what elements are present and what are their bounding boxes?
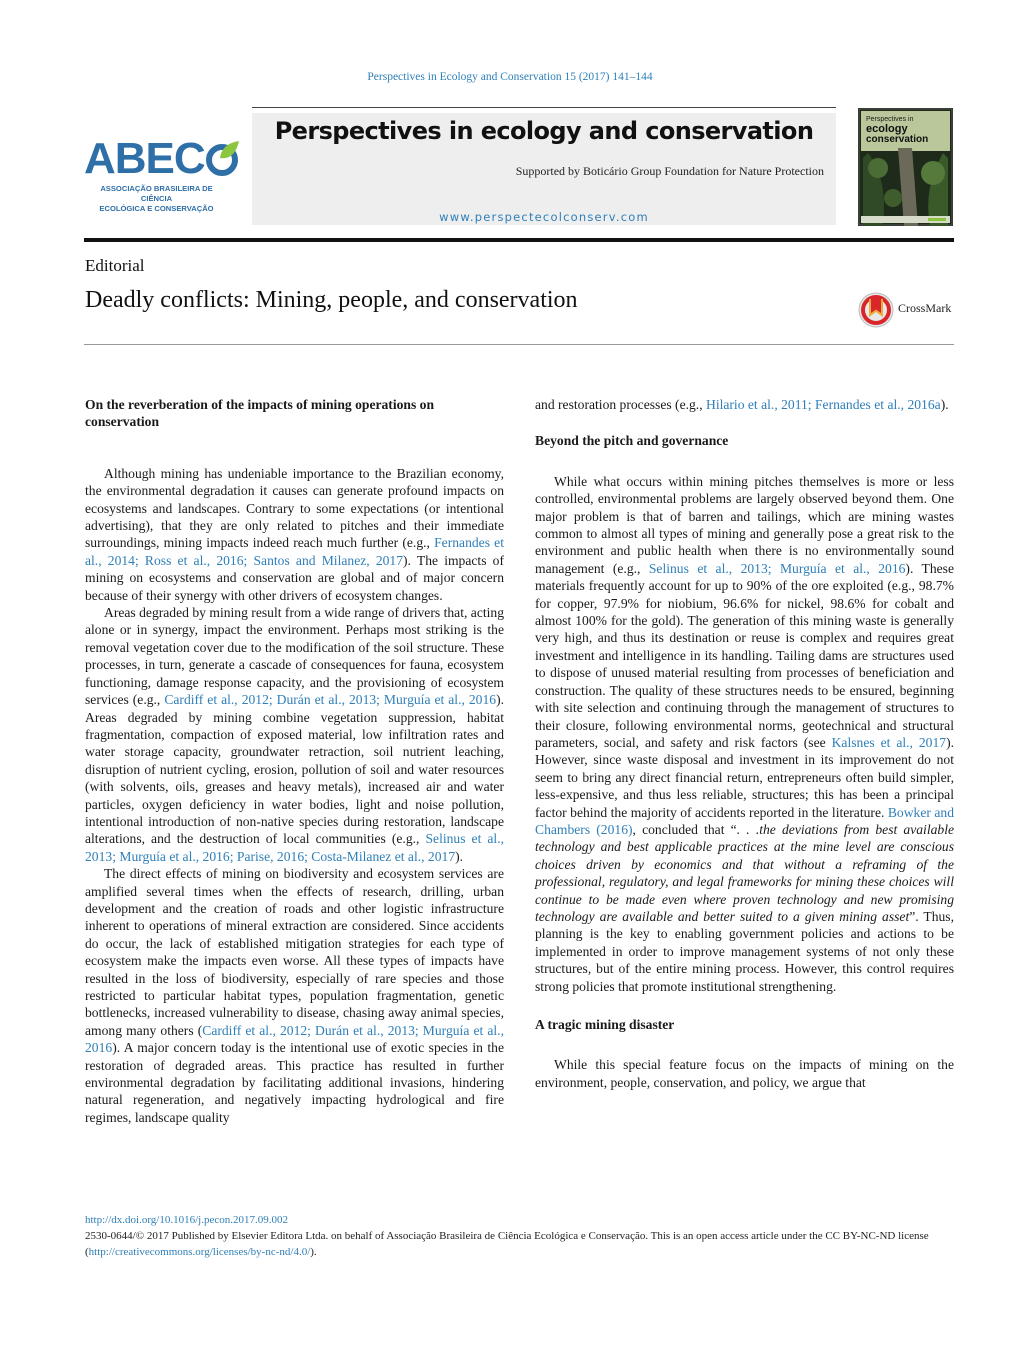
quotation: . . .the deviations from best available technology and best applicable practices at the mine level are conscious choices driven by economics and that without a reframing of the professional, regulatory, and legal frameworks for mining these choices will continue to be made even where proven technology and new promising technology are available and better suited to a given mining asset [535,821,955,924]
cover-text-conservation: conservation [866,134,929,145]
article-type-label: Editorial [85,256,145,275]
citation-link[interactable]: Kalsnes et al., 2017 [831,734,947,750]
citation-link[interactable]: Cardiff et al., 2012; Durán et al., 2013; Murguía et al., 2016 [164,692,497,708]
leaf-o-icon [206,140,240,176]
header-divider [84,238,954,242]
citation-link[interactable]: Hilario et al., 2011; Fernandes et al., 2016a [706,397,941,412]
text: 2530-0644/© 2017 Published by Elsevier Editora Ltda. on behalf of Associação Brasileira de Ciência Ecológica e Conservação. This is an open access article under the CC BY-NC-ND license ( [85,1230,929,1258]
section-heading-beyond-pitch: Beyond the pitch and governance [535,433,729,449]
right-column [535,396,954,1091]
text: and restoration processes (e.g., [535,397,706,412]
journal-citation-line[interactable]: Perspectives in Ecology and Conservation 15 (2017) 141–144 [367,71,653,83]
license-link[interactable]: http://creativecommons.org/licenses/by-nc-nd/4.0/ [88,1246,311,1258]
title-divider [84,344,954,345]
journal-header-box [252,113,836,225]
text: The direct effects of mining on biodiversity and ecosystem services are amplified several times when the effects of research, drilling, urban development and the creation of roads and other logistic infrastructure inherent to operations of mineral extraction are considered. Since accidents do occur, the lack of established mitigation strategies for each type of ecosystem make the impacts even worse. All these types of impacts have resulted in the loss of biodiversity, especially of rare species and those restricted to particular habitat types, population fragmentation, genetic bottlenecks, increased vulnerability to disease, chasing away animal species, among many others ( [85,866,504,1038]
text: , concluded that “ [632,821,737,837]
citation-link[interactable]: Selinus et al., 2013; Murguía et al., 2016 [648,560,906,576]
cover-text-ecology: ecology [866,123,908,135]
citation-link[interactable]: Fernandes et al., 2014; Ross et al., 2016; Santos and Milanez, 2017 [85,535,504,568]
section-heading-reverberation: On the reverberation of the impacts of mining operations on conservation [85,397,435,430]
citation-link[interactable]: Cardiff et al., 2012; Durán et al., 2013; Murguía et al., 2016 [85,1022,504,1056]
abeco-logo [84,134,244,213]
doi-link[interactable]: http://dx.doi.org/10.1016/j.pecon.2017.09.002 [85,1214,288,1226]
paragraph-continued [535,396,954,413]
crossmark-badge[interactable] [858,291,958,329]
text: ”. Thus, planning is the key to enabling government policies and actions to be implemented in order to improve management systems of not only these structures, but of the entire mining process. However, this control requires strong policies that promote institutional strengthening. [535,908,954,994]
text: ). These materials frequently account for up to 90% of the ore exploited (e.g., 98.7% for copper, 97.9% for niobium, 96.6% for nickel, 98.6% for cobalt and almost 100% for the gold). The generation of this mining waste is generally very high, and thus its destination or reuse is complex and requires great investment and intelligence in its handling. Tailing dams are structures used to dispose of unused material resulting from processes of beneficiation and construction. The quality of these structures needs to be ensured, beginning with site selection and continuing through the management of structures to their closure, following environmental norms, geotechnical and structural parameters, social, and safety and risk factors (see [535,560,954,750]
header-top-rule [252,107,836,108]
text: ). [940,397,949,412]
crossmark-icon [858,291,894,329]
journal-title: Perspectives in ecology and conservation [274,117,814,145]
text: ). However, since waste disposal and investment in its improvement do not seem to bring any direct financial return, entrepreneurs often build simpler, less-expensive, and thus less reliable, structures; this has been a principal factor behind the majority of accidents reported in the literature. [535,734,955,820]
journal-cover-thumbnail[interactable] [858,108,953,226]
text: ). Areas degraded by mining combine vegetation suppression, habitat fragmentation, compaction of exposed material, low infiltration rates and water storage capacity, groundwater retraction, soil nutrient leaching, disruption of nutrient cycling, erosion, pollution of soil and water resources (with solvents, oils, greases and heavy metals), increased air and water particles, oxygen deficiency in water bodies, light and noise pollution, intentional introduction of non-native species during restoration, landscape alterations, and the destruction of local communities (e.g., [85,692,504,847]
abeco-logo-letters [84,134,244,184]
text: While this special feature focus on the impacts of mining on the environment, people, conservation, and policy, we argue that [535,1057,954,1090]
journal-homepage-link[interactable]: www.perspectecolconserv.com [439,210,649,224]
text: ). [455,848,464,864]
section-heading-tragic-disaster: A tragic mining disaster [535,1017,675,1032]
text: ). A major concern today is the intentional use of exotic species in the restoration of degraded areas. This practice has resulted in further environmental degradation by facilitating additional invasions, hindering natural regeneration, and negatively impacting hydrological and fire regimes, landscape quality [85,1040,504,1125]
text: ). The impacts of mining on ecosystems and conservation are global and of major concern because of their synergy with other drivers of ecosystem changes. [85,552,504,603]
cover-image [858,108,953,226]
text: While what occurs within mining pitches themselves is more or less controlled, environmental problems are largely observed beyond them. One major problem is that of barren and tailings, which are mining wastes common to almost all types of mining and generally pose a great risk to the environment and public health when there is no environmentally sound management (e.g., [535,473,954,576]
paragraph [85,604,504,865]
license-statement [85,1228,955,1260]
paragraph [85,465,504,604]
citation-link[interactable]: Bowker and Chambers (2016) [535,804,954,837]
crossmark-label: CrossMark [898,301,952,315]
text: Although mining has undeniable importance to the Brazilian economy, the environmental degradation it causes can generate profound impacts on ecosystems and landscapes. Contrary to some expectations (or intentional advertising), that they are only related to pitches and their immediate surroundings, mining impacts indeed reach much further (e.g., [85,465,504,551]
paragraph [535,1056,954,1091]
cover-text-perspectives: Perspectives in [866,116,914,123]
text: ). [310,1246,317,1258]
support-statement: Supported by Boticário Group Foundation for Nature Protection [515,164,824,178]
abeco-logo-abec: ABEC [84,134,205,183]
footer [85,1212,955,1260]
paragraph [85,865,504,1126]
citation-link[interactable]: Selinus et al., 2013; Murguía et al., 2016; Parise, 2016; Costa-Milanez et al., 2017 [85,831,504,864]
article-title: Deadly conflicts: Mining, people, and conservation [85,287,578,313]
abeco-subtitle-line1: ASSOCIAÇÃO BRASILEIRA DE CIÊNCIA [100,184,213,203]
paragraph [535,473,954,995]
text: Areas degraded by mining result from a wide range of drivers that, acting alone or in synergy, impact the environment. Perhaps most striking is the removal vegetation cover due to the modification of the soil structure. These processes, in turn, generate a cascade of consequences for fauna, ecosystem functioning, damage response capacity, and the provisioning of ecosystem services (e.g., [85,605,504,708]
left-column [85,396,504,1126]
abeco-subtitle-line2: ECOLÓGICA E CONSERVAÇÃO [99,204,214,213]
abeco-logo-subtitle [84,184,229,214]
